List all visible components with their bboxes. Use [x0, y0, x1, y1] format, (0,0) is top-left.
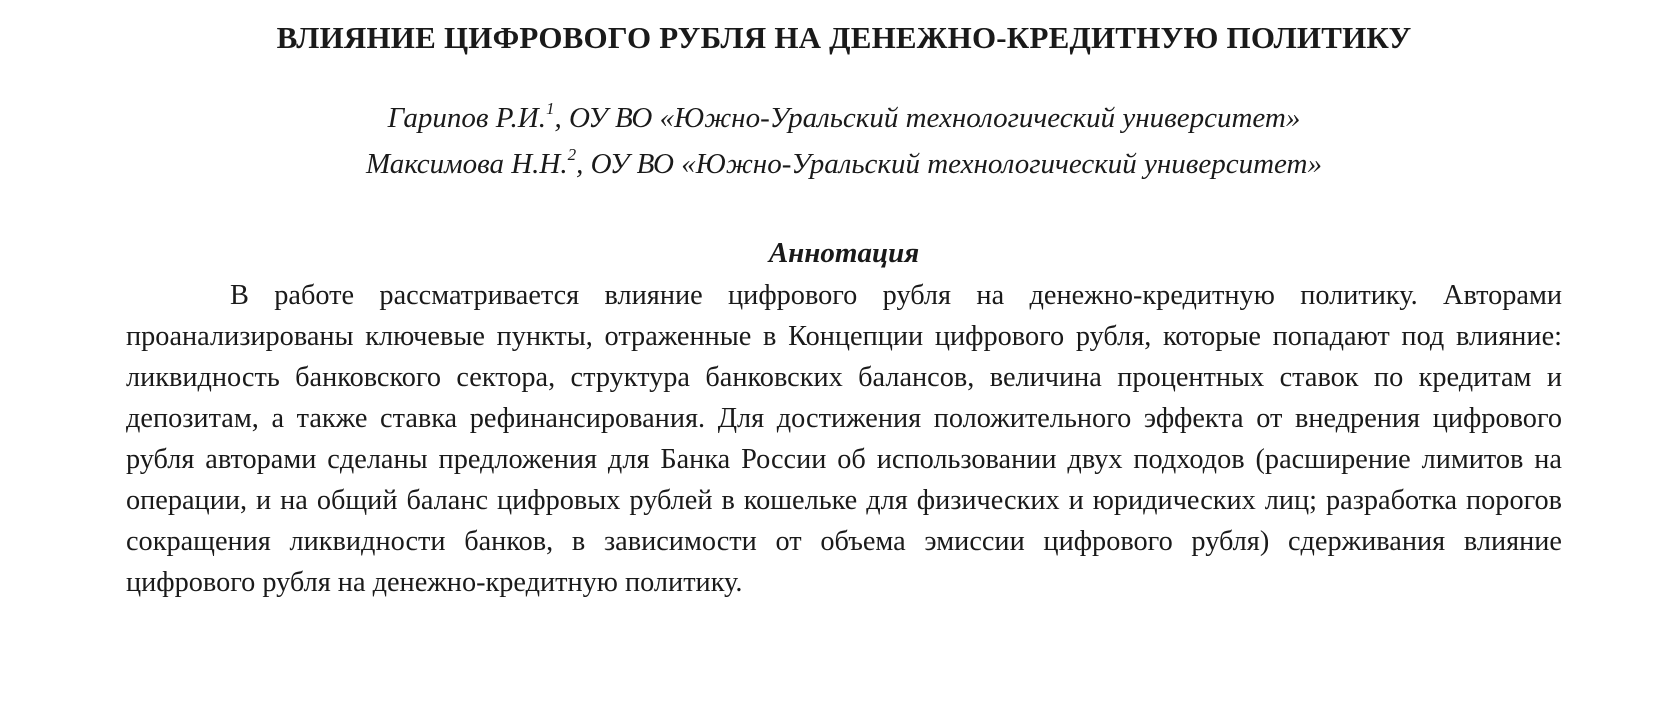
paper-title: ВЛИЯНИЕ ЦИФРОВОГО РУБЛЯ НА ДЕНЕЖНО-КРЕДИТНУЮ ПОЛИТИКУ [276, 20, 1412, 55]
abstract-heading: Аннотация [768, 237, 920, 269]
author-list [126, 95, 1562, 187]
author-line-2 [126, 141, 1562, 187]
paper-page [126, 0, 1562, 713]
author-name-1: Гарипов Р.И. [387, 102, 546, 134]
author-footnote-marker-2: 2 [567, 145, 577, 165]
author-footnote-marker-1: 1 [546, 99, 555, 119]
author-line-1 [126, 95, 1562, 141]
author-name-2: Максимова Н.Н. [366, 148, 568, 180]
author-affiliation-1: , ОУ ВО «Южно-Уральский технологический университет» [554, 102, 1301, 134]
author-affiliation-2: , ОУ ВО «Южно-Уральский технологический университет» [576, 148, 1322, 180]
abstract-body: В работе рассматривается влияние цифрового рубля на денежно-кредитную политику. Авторами проанализированы ключевые пункты, отраженные в Концепции цифрового рубля, которые попадают под влияние: ликвидность банковского сектора, структура банковских балансов, величина процентных ставок по кредитам и депозитам, а также ставка рефинансирования. Для достижения положительного эффекта от внедрения цифрового рубля авторами сделаны предложения для Банка России об использовании двух подходов (расширение лимитов на операции, и на общий баланс цифровых рублей в кошельке для физических и юридических лиц; разработка порогов сокращения ликвидности банков, в зависимости от объема эмиссии цифрового рубля) сдерживания влияние цифрового рубля на денежно-кредитную политику. [126, 280, 1562, 598]
